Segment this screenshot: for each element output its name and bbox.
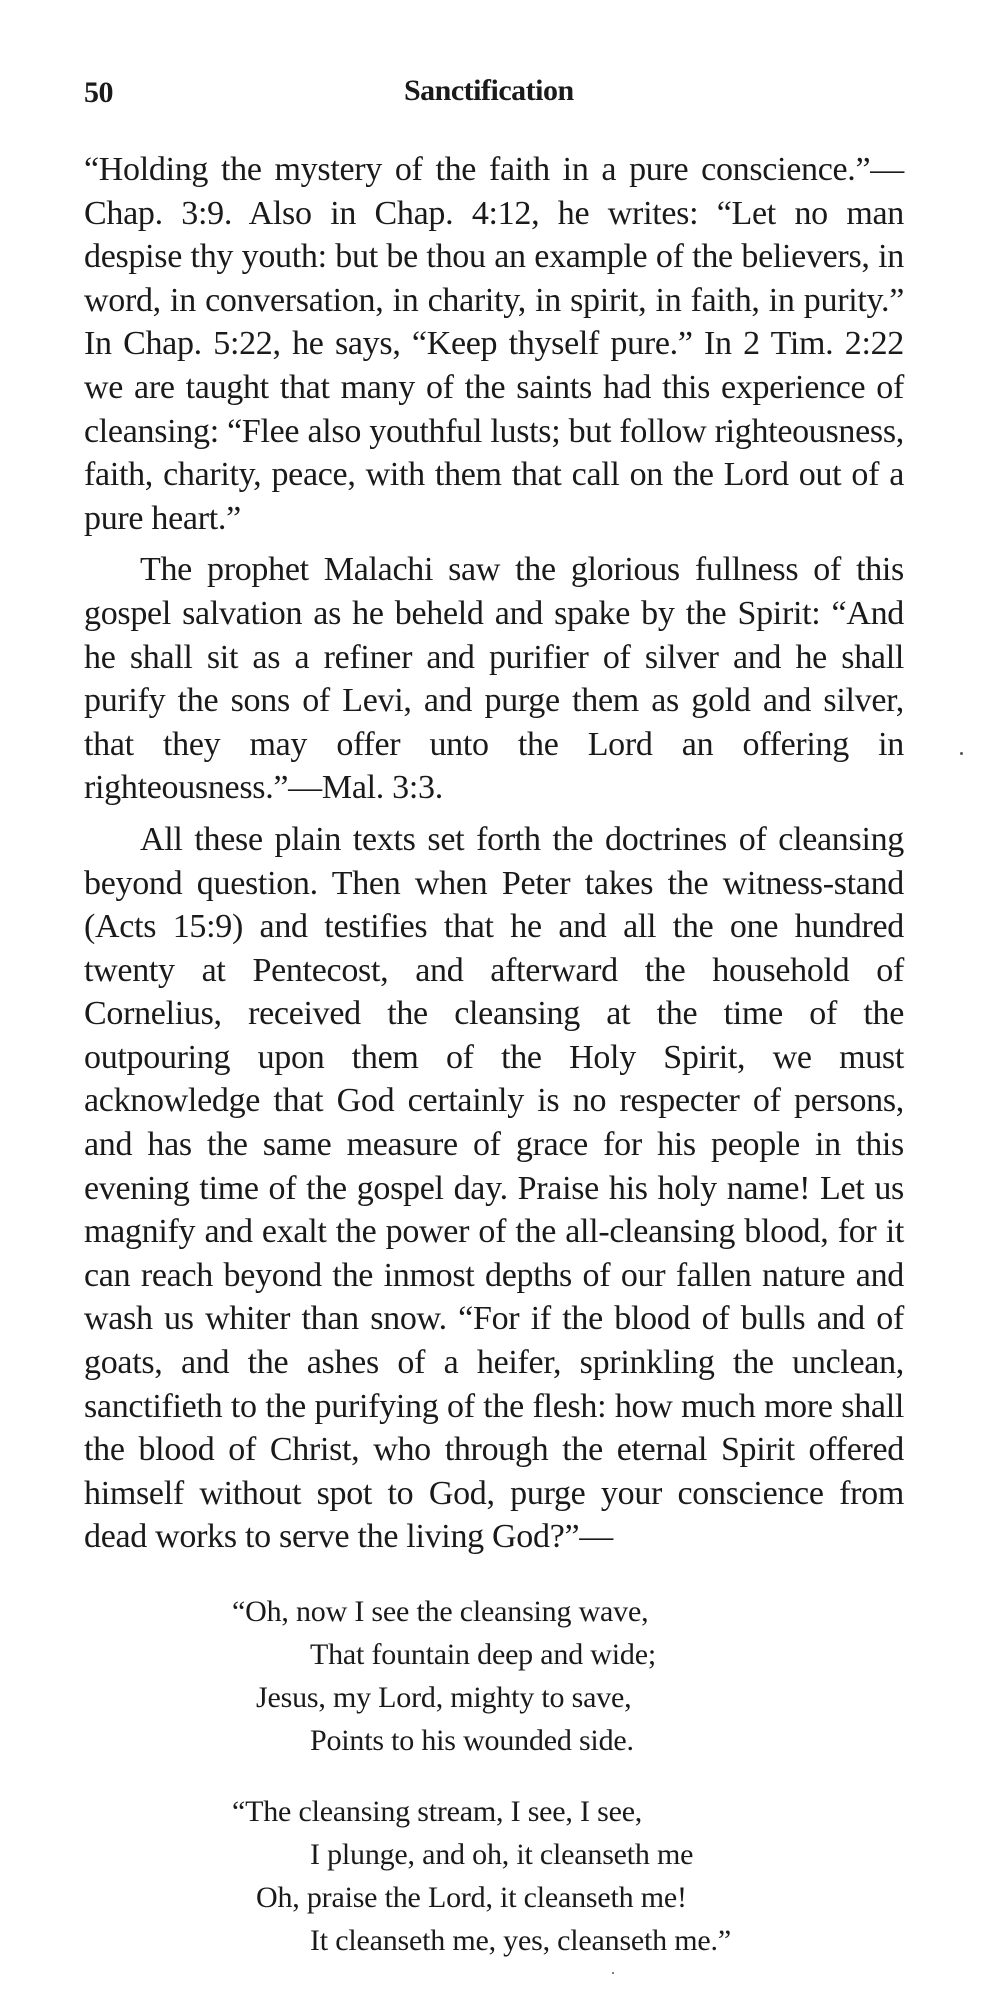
hymn-stanza-1 <box>232 1590 860 1762</box>
page-header <box>84 72 904 122</box>
paragraph-continued: “Holding the mystery of the faith in a pure conscience.”—Chap. 3:9. Also in Chap. 4:12, he writes: “Let no man despise thy youth: but be thou an example of the believers, in word, in conversation, in charity, in spirit, in faith, in purity.” In Chap. 5:22, he says, “Keep thyself pure.” In 2 Tim. 2:22 we are taught that many of the saints had this experience of cleansing: “Flee also youthful lusts; but follow righteousness, faith, charity, peace, with them that call on the Lord out of a pure heart.” <box>84 151 904 537</box>
print-speck <box>960 752 963 755</box>
print-speck <box>612 1972 614 1974</box>
hymn-line: Points to his wounded side. <box>310 1724 634 1757</box>
hymn-line: “The cleansing stream, I see, I see, <box>232 1795 643 1828</box>
hymn-line: Jesus, my Lord, mighty to save, <box>256 1681 632 1714</box>
body-text <box>84 148 904 1567</box>
hymn-line: It cleanseth me, yes, cleanseth me.” <box>310 1924 731 1957</box>
running-head: Sanctification <box>404 74 574 107</box>
hymn-stanza-2 <box>232 1790 860 1962</box>
hymn-line: I plunge, and oh, it cleanseth me <box>310 1838 694 1871</box>
hymn-line: “Oh, now I see the cleansing wave, <box>232 1595 649 1628</box>
paragraph-cleansing-doctrine: All these plain texts set forth the doctrines of cleansing beyond question. Then when Peter takes the witness-stand (Acts 15:9) and testifies that he and all the one hundred twenty at Pentecost, and afterward the household of Cornelius, received the cleansing at the time of the outpouring upon them of the Holy Spirit, we must acknowledge that God certainly is no respecter of persons, and has the same measure of grace for his people in this evening time of the gospel day. Praise his holy name! Let us magnify and exalt the power of the all-cleansing blood, for it can reach beyond the inmost depths of our fallen nature and wash us whiter than snow. “For if the blood of bulls and of goats, and the ashes of a heifer, sprinkling the unclean, sanctifieth to the purifying of the flesh: how much more shall the blood of Christ, who through the eternal Spirit offered himself without spot to God, purge your conscience from dead works to serve the living God?”— <box>84 820 904 1556</box>
hymn-line: Oh, praise the Lord, it cleanseth me! <box>256 1881 687 1914</box>
page-number: 50 <box>84 76 113 109</box>
hymn-quotation <box>232 1590 860 1990</box>
paragraph-malachi: The prophet Malachi saw the glorious fullness of this gospel salvation as he beheld and spake by the Spirit: “And he shall sit as a refiner and purifier of silver and he shall purify the sons of Levi, and purge them as gold and silver, that they may offer unto the Lord an offering in righteousness.”—Mal. 3:3. <box>84 551 904 807</box>
hymn-line: That fountain deep and wide; <box>310 1638 656 1671</box>
